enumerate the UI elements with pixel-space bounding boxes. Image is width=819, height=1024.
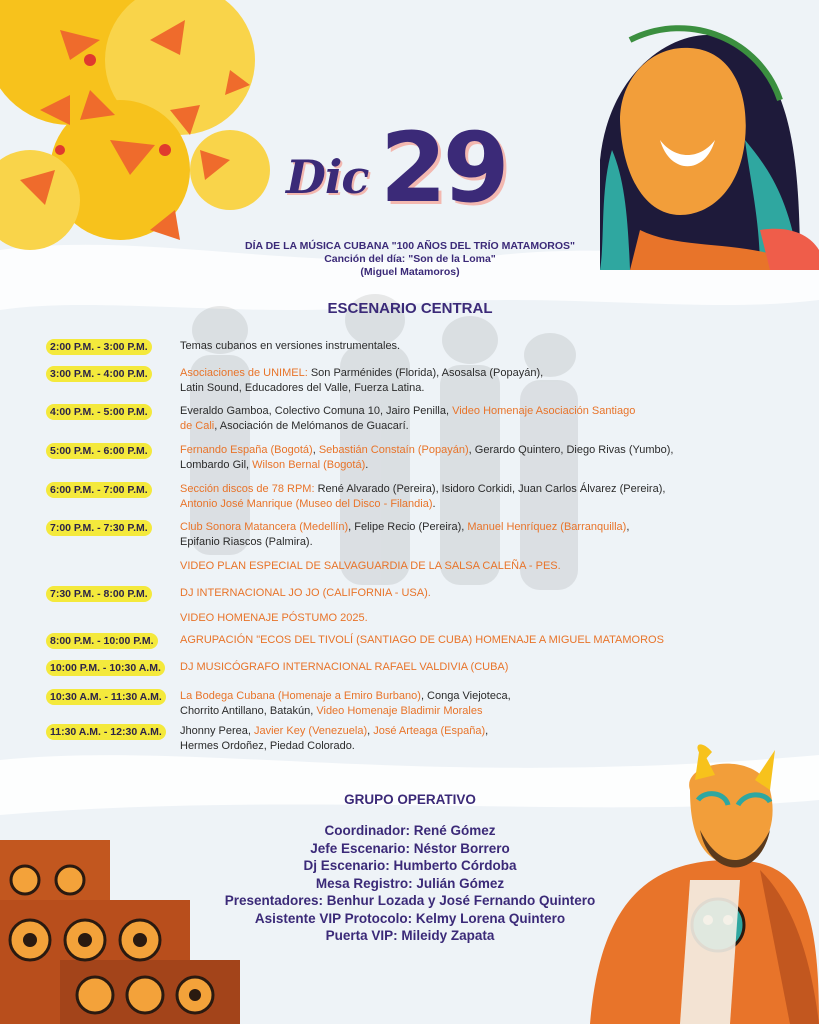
time-slot-label: 8:00 P.M. - 10:00 P.M.	[46, 633, 158, 649]
time-slot-label: 10:30 A.M. - 11:30 A.M.	[46, 689, 166, 705]
performers-text: DJ INTERNACIONAL JO JO (CALIFORNIA - USA).	[180, 587, 431, 599]
time-slot-label: 7:00 P.M. - 7:30 P.M.	[46, 520, 152, 536]
event-title: DÍA DE LA MÚSICA CUBANA "100 AÑOS DEL TRÍO MATAMOROS"	[244, 240, 576, 252]
song-author: (Miguel Matamoros)	[360, 266, 460, 278]
performers-text: Asociaciones de UNIMEL: Son Parménides (Florida), Asosalsa (Popayán), Latin Sound, Educadores del Valle, Fuerza Latina.	[180, 367, 544, 394]
crew-title: GRUPO OPERATIVO	[344, 792, 476, 807]
crew-vip-assistant: Asistente VIP Protocolo: Kelmy Lorena Quintero	[254, 910, 566, 926]
time-slot-label: 4:00 P.M. - 5:00 P.M.	[46, 404, 152, 420]
performers-text: La Bodega Cubana (Homenaje a Emiro Burbano), Conga Viejoteca, Chorrito Antillano, Batakún, Video Homenaje Bladimir Morales	[180, 690, 511, 717]
time-slot-label: 7:30 P.M. - 8:00 P.M.	[46, 586, 152, 602]
performers-text: Everaldo Gamboa, Colectivo Comuna 10, Jairo Penilla, Video Homenaje Asociación Santiago de Cali, Asociación de Melómanos de Guacarí.	[180, 405, 636, 432]
performers-text: Fernando España (Bogotá), Sebastián Constaín (Popayán), Gerardo Quintero, Diego Rivas (Yumbo), Lombardo Gil, Wilson Bernal (Bogotá).	[180, 444, 674, 471]
time-slot-label: 5:00 P.M. - 6:00 P.M.	[46, 443, 152, 459]
crew-stage-chief: Jefe Escenario: Néstor Borrero	[310, 840, 510, 856]
performers-text: VIDEO HOMENAJE PÓSTUMO 2025.	[180, 612, 368, 624]
crew-vip-door: Puerta VIP: Mileidy Zapata	[325, 928, 495, 943]
performers-text: Sección discos de 78 RPM: René Alvarado (Pereira), Isidoro Corkidi, Juan Carlos Álvarez (Pereira), Antonio José Manrique (Museo del Disco - Filandia).	[180, 483, 666, 510]
crew-registry: Mesa Registro: Julián Gómez	[315, 875, 505, 891]
performers-text: Jhonny Perea, Javier Key (Venezuela), José Arteaga (España), Hermes Ordoñez, Piedad Colorado.	[180, 725, 489, 752]
crew-coordinator: Coordinador: René Gómez	[324, 823, 496, 838]
time-slot-label: 3:00 P.M. - 4:00 P.M.	[46, 366, 152, 382]
day-number: 29	[380, 112, 506, 224]
time-slot-label: 10:00 P.M. - 10:30 A.M.	[46, 660, 165, 676]
crew-stage-dj: Dj Escenario: Humberto Córdoba	[303, 858, 517, 873]
performers-text: DJ MUSICÓGRAFO INTERNACIONAL RAFAEL VALDIVIA (CUBA)	[180, 661, 509, 673]
crew-list	[160, 822, 660, 945]
performers-text: Club Sonora Matancera (Medellín), Felipe Recio (Pereira), Manuel Henríquez (Barranquilla), Epifanio Riascos (Palmira).	[180, 521, 630, 548]
time-slot-label: 2:00 P.M. - 3:00 P.M.	[46, 339, 152, 355]
month-label: Dic	[286, 150, 369, 204]
stage-title: ESCENARIO CENTRAL	[327, 300, 493, 317]
crew-presenters: Presentadores: Benhur Lozada y José Fernando Quintero	[224, 893, 596, 908]
performers-text: Temas cubanos en versiones instrumentales.	[180, 340, 401, 352]
song-of-day: Canción del día: "Son de la Loma"	[324, 253, 496, 265]
performers-text: AGRUPACIÓN "ECOS DEL TIVOLÍ (SANTIAGO DE CUBA) HOMENAJE A MIGUEL MATAMOROS	[180, 634, 664, 646]
time-slot-label: 6:00 P.M. - 7:00 P.M.	[46, 482, 152, 498]
time-slot-label: 11:30 A.M. - 12:30 A.M.	[46, 724, 166, 740]
performers-text: VIDEO PLAN ESPECIAL DE SALVAGUARDIA DE LA SALSA CALEÑA - PES.	[180, 560, 561, 572]
